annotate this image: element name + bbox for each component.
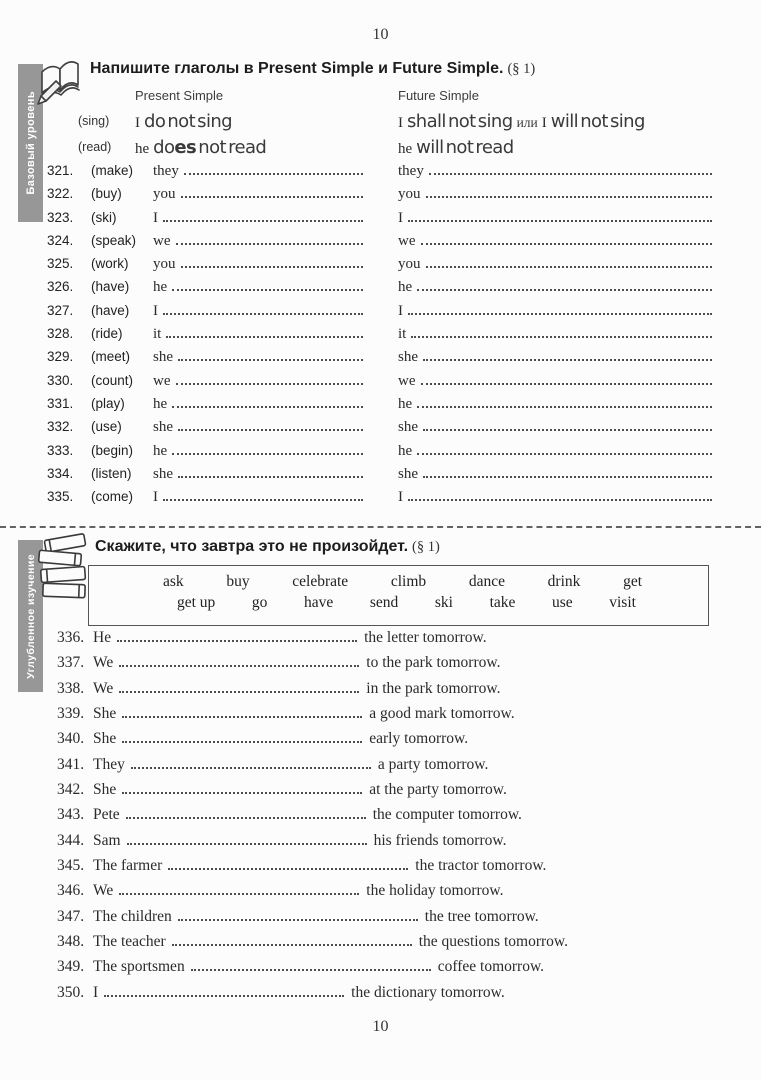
sentence-answer-blank[interactable]: [119, 687, 359, 693]
sentence-subject: The sportsmen: [93, 958, 185, 976]
word-bank-word: dance: [468, 573, 505, 590]
example-future-read: he will not read: [398, 137, 514, 158]
present-simple-column: [153, 279, 363, 296]
sentence-answer-blank[interactable]: [119, 889, 359, 895]
item-verb: (make): [91, 163, 134, 178]
future-simple-column: [398, 210, 712, 227]
sentence-tail: a party tomorrow.: [377, 755, 489, 773]
future-pronoun: he: [398, 279, 413, 296]
word-bank-word: send: [369, 594, 399, 611]
item-number: 331.: [47, 395, 74, 411]
present-answer-blank[interactable]: [181, 262, 364, 268]
exercise-1-title: [90, 60, 535, 78]
present-answer-blank[interactable]: [178, 472, 363, 478]
present-simple-column: [153, 186, 363, 203]
future-simple-column: [398, 303, 712, 320]
item-number: 336.: [57, 629, 85, 646]
future-pronoun: we: [398, 372, 416, 389]
item-verb: (have): [91, 302, 130, 318]
future-simple-column: [398, 489, 712, 506]
verb-item-row: [47, 419, 712, 442]
present-simple-column: [153, 489, 363, 506]
exercise-2-title: [95, 538, 440, 556]
item-number: 333.: [47, 442, 74, 458]
present-pronoun: you: [153, 256, 176, 273]
section-divider-dashed-line: [0, 526, 761, 528]
future-answer-blank[interactable]: [408, 495, 712, 501]
item-number: 345.: [57, 857, 85, 875]
future-answer-blank[interactable]: [417, 449, 712, 455]
sentence-subject: The teacher: [93, 933, 166, 951]
exercise-2-title-text: Скажите, что завтра это не произойдет.: [95, 538, 409, 555]
example-present-read: he does not read: [135, 137, 267, 158]
future-answer-blank[interactable]: [421, 239, 713, 245]
future-simple-column: [398, 326, 712, 343]
future-answer-blank[interactable]: [423, 425, 712, 431]
verb-item-row: [47, 210, 712, 233]
item-number: 322.: [47, 186, 74, 202]
verb-item-row: [47, 279, 712, 302]
sidebar-basic-label: Базовый уровень: [24, 91, 37, 195]
sentence-subject: He: [93, 629, 112, 646]
sentence-item-row: [57, 705, 747, 730]
future-pronoun: they: [398, 163, 424, 179]
sentence-tail: the tree tomorrow.: [424, 907, 539, 925]
verb-item-row: [47, 489, 712, 512]
sentence-answer-blank[interactable]: [122, 788, 362, 794]
present-answer-blank[interactable]: [178, 425, 363, 431]
exercise-2-paragraph-ref: (§ 1): [412, 539, 440, 555]
word-bank-word: get up: [177, 594, 216, 611]
present-simple-column: [153, 373, 363, 390]
present-answer-blank[interactable]: [184, 169, 363, 175]
present-pronoun: I: [153, 302, 158, 319]
sentence-item-row: [57, 730, 747, 755]
item-number: 339.: [57, 705, 85, 723]
sentence-item-row: [57, 832, 747, 857]
present-answer-blank[interactable]: [176, 239, 364, 245]
page-number-top: 10: [372, 26, 389, 43]
sentence-item-row: [57, 781, 747, 806]
sentence-answer-blank[interactable]: [126, 813, 366, 819]
future-answer-blank[interactable]: [423, 355, 712, 361]
present-pronoun: I: [153, 489, 158, 506]
exercise-1-paragraph-ref: (§ 1): [507, 61, 536, 77]
item-number: 337.: [57, 654, 85, 672]
future-pronoun: it: [398, 326, 407, 343]
sentence-items-list: [57, 629, 747, 1009]
item-number: 344.: [57, 831, 85, 849]
sentence-subject: Pete: [93, 806, 120, 824]
present-answer-blank[interactable]: [163, 216, 363, 222]
page-number-bottom: 10: [372, 1018, 389, 1035]
item-number: 348.: [57, 933, 85, 951]
word-bank-word: visit: [609, 594, 636, 611]
example-verb-sing: (sing): [78, 114, 110, 128]
future-pronoun: he: [398, 395, 413, 412]
verb-item-row: [47, 186, 712, 209]
present-answer-blank[interactable]: [178, 355, 363, 361]
sentence-tail: a good mark tomorrow.: [369, 705, 515, 723]
item-verb: (meet): [91, 349, 131, 365]
sentence-subject: She: [93, 781, 117, 799]
present-answer-blank[interactable]: [172, 285, 363, 291]
present-pronoun: we: [153, 232, 171, 249]
example-future-sing: I shall not sing или I will not sing: [398, 111, 645, 132]
future-pronoun: you: [398, 256, 421, 273]
future-simple-column: [398, 349, 712, 366]
item-number: 324.: [47, 232, 74, 248]
present-answer-blank[interactable]: [181, 192, 364, 198]
future-simple-column: [398, 163, 712, 180]
item-number: 335.: [47, 489, 74, 505]
item-number: 338.: [57, 679, 85, 697]
item-verb: (ski): [91, 209, 117, 225]
item-verb: (speak): [91, 232, 137, 248]
present-answer-blank[interactable]: [166, 332, 363, 338]
item-number: 346.: [57, 882, 85, 900]
item-verb: (come): [91, 489, 134, 505]
sentence-item-row: [57, 629, 747, 654]
item-number: 332.: [47, 419, 74, 435]
sentence-answer-blank[interactable]: [122, 712, 362, 718]
verb-item-row: [47, 373, 712, 396]
future-simple-column: [398, 419, 712, 436]
future-pronoun: she: [398, 419, 418, 436]
word-bank-word: get: [623, 573, 642, 590]
sentence-answer-blank[interactable]: [172, 940, 412, 946]
sentence-subject: They: [93, 755, 125, 773]
word-bank-word: have: [304, 594, 334, 611]
sentence-item-row: [57, 756, 747, 781]
verb-items-list: [47, 163, 712, 512]
future-simple-column: [398, 233, 712, 250]
sentence-tail: in the park tomorrow.: [366, 679, 501, 697]
present-simple-column: [153, 163, 363, 180]
word-bank-word: ask: [163, 573, 184, 590]
future-simple-column: [398, 256, 712, 273]
sentence-tail: at the party tomorrow.: [369, 781, 507, 799]
verb-item-row: [47, 163, 712, 186]
present-pronoun: she: [153, 419, 173, 436]
sentence-tail: the letter tomorrow.: [364, 629, 487, 646]
item-verb: (ride): [91, 326, 123, 342]
column-header-present-simple: Present Simple: [135, 88, 224, 103]
sentence-item-row: [57, 680, 747, 705]
present-pronoun: you: [153, 186, 176, 203]
sentence-subject: We: [93, 882, 114, 900]
future-answer-blank[interactable]: [411, 332, 712, 338]
word-bank-word: use: [551, 594, 573, 611]
sentence-subject: I: [93, 983, 99, 1001]
present-pronoun: they: [153, 163, 179, 179]
present-pronoun: I: [153, 209, 158, 226]
future-pronoun: she: [398, 465, 418, 482]
verb-item-row: [47, 326, 712, 349]
word-bank-row-2: [177, 594, 636, 612]
sentence-subject: We: [93, 654, 114, 672]
word-bank-word: drink: [547, 573, 581, 590]
future-simple-column: [398, 466, 712, 483]
sentence-tail: early tomorrow.: [369, 730, 469, 748]
future-pronoun: she: [398, 349, 418, 366]
present-pronoun: he: [153, 442, 168, 459]
verb-item-row: [47, 466, 712, 489]
present-pronoun: we: [153, 372, 171, 389]
word-bank-box: [88, 565, 709, 626]
item-verb: (work): [91, 256, 129, 272]
present-answer-blank[interactable]: [163, 309, 363, 315]
sentence-answer-blank[interactable]: [104, 991, 344, 997]
present-simple-column: [153, 256, 363, 273]
future-pronoun: I: [398, 209, 403, 226]
present-answer-blank[interactable]: [176, 379, 364, 385]
sentence-tail: to the park tomorrow.: [366, 654, 501, 672]
item-number: 350.: [57, 983, 85, 1001]
item-number: 343.: [57, 806, 85, 824]
item-verb: (play): [91, 395, 125, 411]
item-number: 347.: [57, 907, 85, 925]
sentence-subject: The farmer: [93, 857, 163, 875]
future-answer-blank[interactable]: [417, 402, 712, 408]
column-header-future-simple: Future Simple: [398, 88, 479, 103]
verb-item-row: [47, 256, 712, 279]
sentence-item-row: [57, 806, 747, 831]
sentence-item-row: [57, 654, 747, 679]
verb-item-row: [47, 396, 712, 419]
future-answer-blank[interactable]: [408, 216, 712, 222]
item-number: 328.: [47, 326, 74, 342]
verb-item-row: [47, 233, 712, 256]
sidebar-advanced-label: Углубленное изучение: [24, 553, 37, 679]
example-verb-read: (read): [78, 140, 112, 154]
verb-item-row: [47, 303, 712, 326]
item-number: 330.: [47, 372, 74, 388]
future-answer-blank[interactable]: [426, 192, 713, 198]
future-simple-column: [398, 279, 712, 296]
books-stack-icon: [33, 531, 91, 601]
word-bank-word: ski: [434, 594, 453, 611]
future-pronoun: you: [398, 186, 421, 203]
sentence-tail: the holiday tomorrow.: [366, 882, 504, 900]
item-number: 341.: [57, 755, 85, 773]
sentence-subject: Sam: [93, 831, 121, 849]
item-number: 340.: [57, 730, 85, 748]
present-simple-column: [153, 326, 363, 343]
word-bank-word: take: [489, 594, 516, 611]
sentence-tail: the questions tomorrow.: [418, 933, 568, 951]
present-answer-blank[interactable]: [163, 495, 363, 501]
sentence-answer-blank[interactable]: [127, 839, 367, 845]
present-simple-column: [153, 210, 363, 227]
item-number: 326.: [47, 279, 74, 295]
sentence-answer-blank[interactable]: [131, 763, 371, 769]
item-number: 329.: [47, 349, 74, 365]
future-answer-blank[interactable]: [423, 472, 712, 478]
item-verb: (listen): [91, 465, 132, 481]
future-pronoun: I: [398, 302, 403, 319]
present-simple-column: [153, 396, 363, 413]
sentence-item-row: [57, 908, 747, 933]
sentence-subject: The children: [93, 907, 172, 925]
present-answer-blank[interactable]: [172, 449, 363, 455]
sentence-item-row: [57, 958, 747, 983]
item-number: 334.: [47, 465, 74, 481]
present-pronoun: he: [153, 279, 168, 296]
item-number: 342.: [57, 781, 85, 799]
item-verb: (use): [91, 419, 122, 435]
future-answer-blank[interactable]: [417, 285, 712, 291]
sentence-answer-blank[interactable]: [191, 965, 431, 971]
sentence-item-row: [57, 933, 747, 958]
sentence-subject: She: [93, 705, 117, 723]
verb-item-row: [47, 349, 712, 372]
future-answer-blank[interactable]: [408, 309, 712, 315]
item-verb: (have): [91, 279, 130, 295]
item-number: 323.: [47, 209, 74, 225]
item-number: 349.: [57, 958, 85, 976]
sentence-item-row: [57, 882, 747, 907]
future-pronoun: he: [398, 442, 413, 459]
exercise-1-title-text: Напишите глаголы в Present Simple и Future Simple.: [90, 60, 504, 77]
future-simple-column: [398, 186, 712, 203]
present-pronoun: she: [153, 349, 173, 366]
present-answer-blank[interactable]: [172, 402, 363, 408]
future-pronoun: we: [398, 232, 416, 249]
future-simple-column: [398, 396, 712, 413]
word-bank-word: buy: [226, 573, 250, 590]
present-simple-column: [153, 466, 363, 483]
present-simple-column: [153, 419, 363, 436]
sentence-tail: the computer tomorrow.: [372, 806, 522, 824]
future-simple-column: [398, 373, 712, 390]
word-bank-word: climb: [390, 573, 427, 590]
example-present-sing: I do not sing: [135, 111, 232, 132]
present-simple-column: [153, 303, 363, 320]
sentence-item-row: [57, 984, 747, 1009]
sentence-tail: the tractor tomorrow.: [415, 857, 547, 875]
sentence-answer-blank[interactable]: [168, 864, 408, 870]
word-bank-word: celebrate: [292, 573, 349, 590]
present-pronoun: it: [153, 326, 162, 343]
item-verb: (buy): [91, 186, 122, 202]
present-simple-column: [153, 233, 363, 250]
item-verb: (begin): [91, 442, 134, 458]
or-word: или: [516, 115, 538, 130]
future-answer-blank[interactable]: [421, 379, 713, 385]
item-number: 325.: [47, 256, 74, 272]
item-number: 321.: [47, 163, 74, 178]
item-number: 327.: [47, 302, 74, 318]
item-verb: (count): [91, 372, 134, 388]
present-simple-column: [153, 443, 363, 460]
sentence-tail: the dictionary tomorrow.: [351, 983, 505, 1001]
sentence-answer-blank[interactable]: [119, 661, 359, 667]
future-pronoun: I: [398, 489, 403, 506]
present-pronoun: she: [153, 465, 173, 482]
word-bank-word: go: [251, 594, 268, 611]
sentence-tail: his friends tomorrow.: [373, 831, 507, 849]
verb-item-row: [47, 443, 712, 466]
word-bank-row-1: [163, 573, 642, 591]
sentence-answer-blank[interactable]: [178, 915, 418, 921]
future-answer-blank[interactable]: [426, 262, 713, 268]
example-block: [78, 88, 726, 159]
sentence-answer-blank[interactable]: [122, 737, 362, 743]
present-simple-column: [153, 349, 363, 366]
sentence-answer-blank[interactable]: [117, 636, 357, 642]
sentence-subject: She: [93, 730, 117, 748]
sentence-subject: We: [93, 679, 114, 697]
sentence-tail: coffee tomorrow.: [437, 958, 545, 976]
sentence-item-row: [57, 857, 747, 882]
present-pronoun: he: [153, 395, 168, 412]
future-answer-blank[interactable]: [429, 169, 712, 175]
future-simple-column: [398, 443, 712, 460]
